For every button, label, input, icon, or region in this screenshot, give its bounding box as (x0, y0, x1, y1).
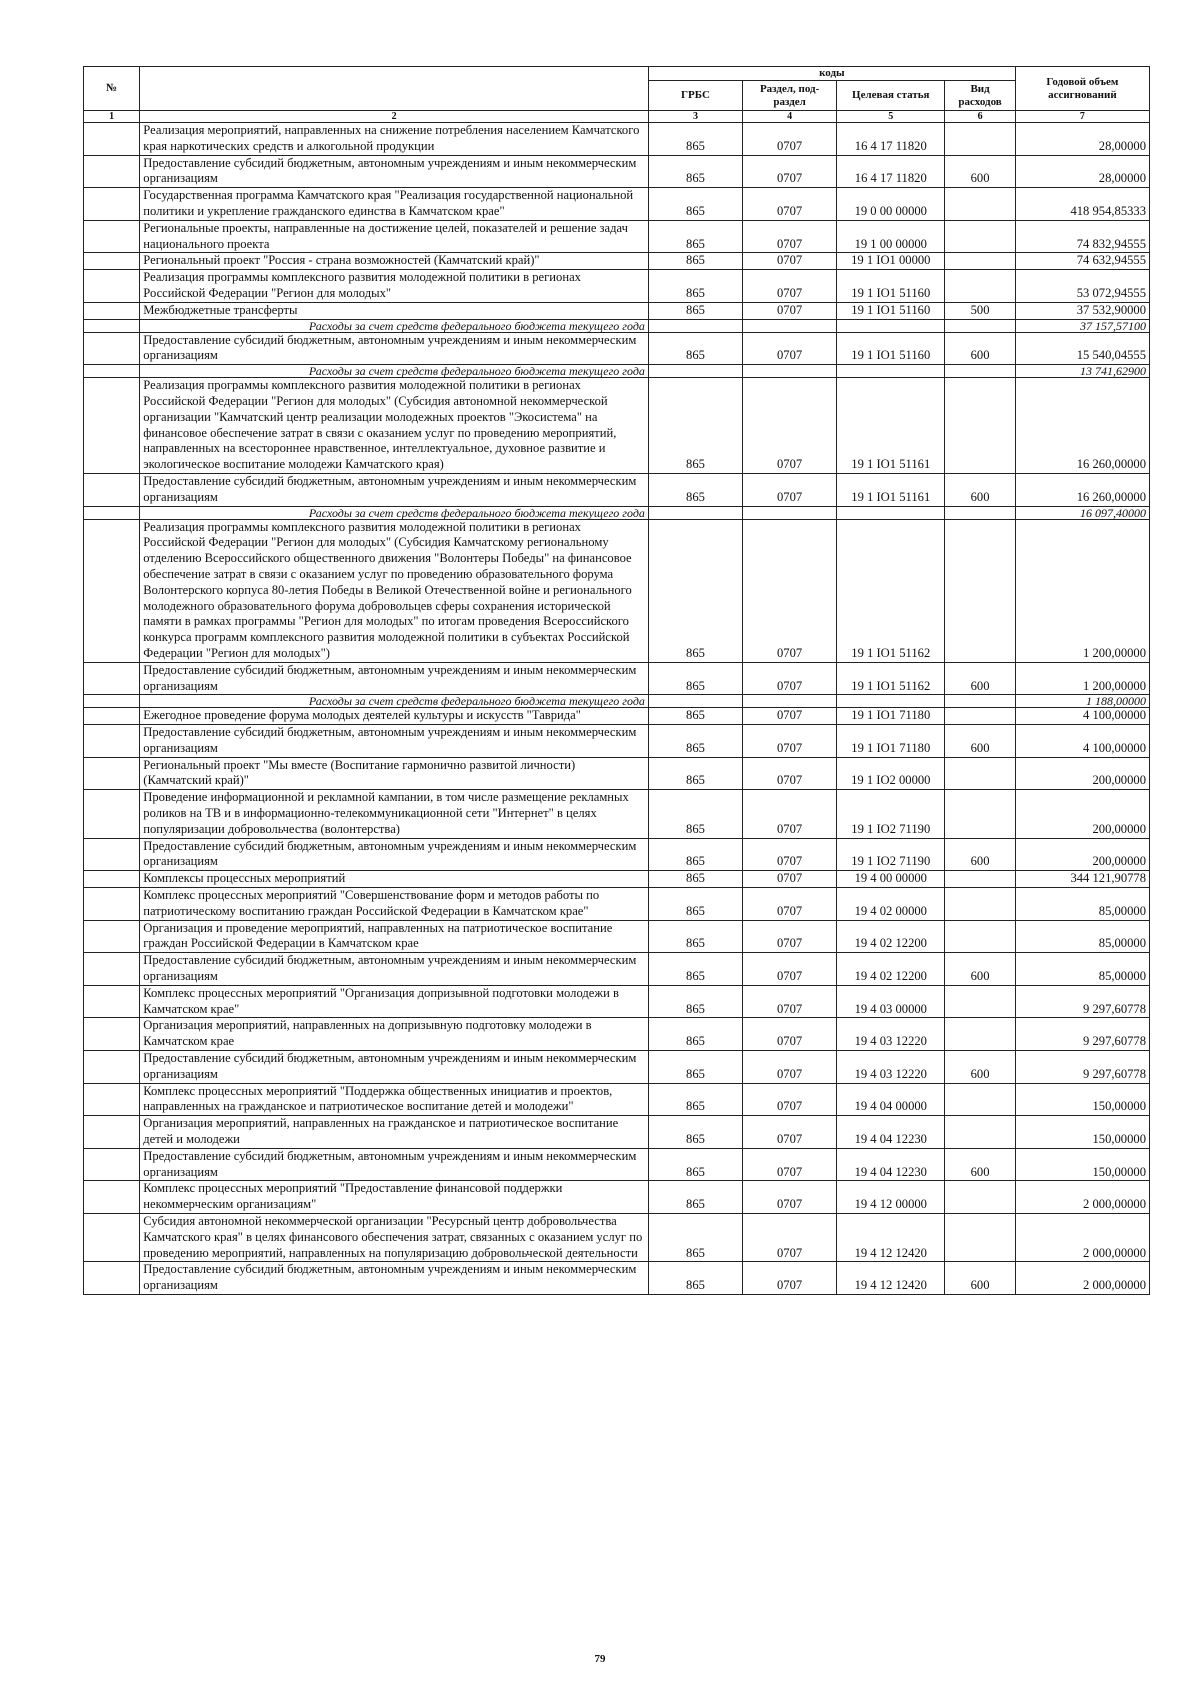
row-num-cell (84, 953, 140, 986)
kind-cell: 600 (945, 1051, 1015, 1084)
column-number: 6 (945, 111, 1015, 123)
table-row (84, 1018, 1150, 1051)
budget-table-sheet (83, 66, 1150, 1295)
federal-funds-subrow (84, 506, 1150, 519)
amount-cell: 16 260,00000 (1015, 378, 1149, 474)
kind-cell (945, 1116, 1015, 1149)
kind-cell (945, 920, 1015, 953)
header-amount: Годовой объем ассигнований (1015, 67, 1149, 111)
target-cell: 19 4 00 00000 (837, 871, 945, 888)
amount-cell: 150,00000 (1015, 1148, 1149, 1181)
kind-cell (945, 506, 1015, 519)
row-name-cell: Региональные проекты, направленные на достижение целей, показателей и решение задач национального проекта (140, 220, 649, 253)
header-codes: коды (648, 67, 1015, 81)
table-row (84, 302, 1150, 319)
row-num-cell (84, 757, 140, 790)
row-num-cell (84, 662, 140, 695)
page-number: 79 (594, 1653, 606, 1665)
row-name-cell: Комплекс процессных мероприятий "Предоставление финансовой поддержки некоммерческим организациям" (140, 1181, 649, 1214)
grbs-cell: 865 (648, 838, 742, 871)
target-cell: 19 1 IO1 71180 (837, 725, 945, 758)
row-num-cell (84, 506, 140, 519)
grbs-cell: 865 (648, 888, 742, 921)
table-row (84, 790, 1150, 838)
kind-cell (945, 1181, 1015, 1214)
target-cell: 19 1 IO1 00000 (837, 253, 945, 270)
row-num-cell (84, 695, 140, 708)
section-cell: 0707 (743, 757, 837, 790)
table-row (84, 888, 1150, 921)
target-cell: 19 4 12 12420 (837, 1214, 945, 1262)
amount-cell: 85,00000 (1015, 953, 1149, 986)
section-cell: 0707 (743, 1083, 837, 1116)
row-name-cell: Предоставление субсидий бюджетным, автономным учреждениям и иным некоммерческим организациям (140, 332, 649, 365)
amount-cell: 28,00000 (1015, 123, 1149, 156)
row-num-cell (84, 1148, 140, 1181)
target-cell: 19 4 02 12200 (837, 953, 945, 986)
row-name-cell: Реализация программы комплексного развития молодежной политики в регионах Российской Федерации "Регион для молодых" (Субсидия Камчатскому региональному отделению Всероссийского общественного движения "Волонтеры Победы" на финансовое обеспечение затрат в связи с оказанием услуг по проведению образовательного форума Волонтерского корпуса 80-летия Победы в Великой Отечественной войне и регионального молодежного образовательного форума добровольцев сферы сохранения исторической памяти в рамках программы "Регион для молодых" по итогам проведения Всероссийского конкурса программ комплексного развития молодежной политики в субъектах Российской Федерации "Регион для молодых") (140, 519, 649, 662)
amount-cell: 418 954,85333 (1015, 188, 1149, 221)
table-row (84, 838, 1150, 871)
row-num-cell (84, 302, 140, 319)
row-num-cell (84, 1116, 140, 1149)
section-cell: 0707 (743, 302, 837, 319)
table-row (84, 708, 1150, 725)
section-cell: 0707 (743, 519, 837, 662)
table-row (84, 123, 1150, 156)
row-num-cell (84, 378, 140, 474)
amount-cell: 9 297,60778 (1015, 1051, 1149, 1084)
section-cell: 0707 (743, 155, 837, 188)
target-cell: 19 1 00 00000 (837, 220, 945, 253)
section-cell (743, 319, 837, 332)
row-name-cell: Организация мероприятий, направленных на гражданское и патриотическое воспитание детей и молодежи (140, 1116, 649, 1149)
grbs-cell: 865 (648, 155, 742, 188)
table-row (84, 519, 1150, 662)
target-cell (837, 695, 945, 708)
kind-cell (945, 188, 1015, 221)
table-row (84, 871, 1150, 888)
row-num-cell (84, 1018, 140, 1051)
federal-funds-subrow (84, 319, 1150, 332)
grbs-cell: 865 (648, 708, 742, 725)
amount-cell: 13 741,62900 (1015, 365, 1149, 378)
kind-cell (945, 1083, 1015, 1116)
target-cell: 19 4 12 00000 (837, 1181, 945, 1214)
row-name-cell: Предоставление субсидий бюджетным, автономным учреждениям и иным некоммерческим организациям (140, 953, 649, 986)
table-row (84, 1051, 1150, 1084)
kind-cell (945, 253, 1015, 270)
amount-cell: 2 000,00000 (1015, 1181, 1149, 1214)
section-cell: 0707 (743, 332, 837, 365)
section-cell: 0707 (743, 838, 837, 871)
row-name-cell: Предоставление субсидий бюджетным, автономным учреждениям и иным некоммерческим организациям (140, 1262, 649, 1295)
grbs-cell: 865 (648, 1148, 742, 1181)
row-num-cell (84, 790, 140, 838)
grbs-cell: 865 (648, 953, 742, 986)
section-cell: 0707 (743, 1051, 837, 1084)
budget-table (83, 66, 1150, 1295)
row-num-cell (84, 220, 140, 253)
kind-cell: 600 (945, 1148, 1015, 1181)
kind-cell (945, 1018, 1015, 1051)
kind-cell: 600 (945, 725, 1015, 758)
kind-cell: 600 (945, 332, 1015, 365)
section-cell: 0707 (743, 123, 837, 156)
target-cell: 19 4 03 12220 (837, 1018, 945, 1051)
header-kind: Вид расходов (945, 81, 1015, 111)
grbs-cell (648, 365, 742, 378)
row-num-cell (84, 473, 140, 506)
section-cell: 0707 (743, 1148, 837, 1181)
row-num-cell (84, 1083, 140, 1116)
row-name-cell: Предоставление субсидий бюджетным, автономным учреждениям и иным некоммерческим организациям (140, 1051, 649, 1084)
target-cell: 19 1 IO1 51162 (837, 662, 945, 695)
grbs-cell (648, 506, 742, 519)
target-cell: 19 4 04 12230 (837, 1148, 945, 1181)
table-row (84, 757, 1150, 790)
amount-cell: 150,00000 (1015, 1083, 1149, 1116)
table-row (84, 1214, 1150, 1262)
row-name-cell: Предоставление субсидий бюджетным, автономным учреждениям и иным некоммерческим организациям (140, 473, 649, 506)
row-name-cell: Региональный проект "Мы вместе (Воспитание гармонично развитой личности) (Камчатский край)" (140, 757, 649, 790)
target-cell: 16 4 17 11820 (837, 123, 945, 156)
grbs-cell: 865 (648, 188, 742, 221)
target-cell: 19 1 IO1 51160 (837, 332, 945, 365)
table-row (84, 270, 1150, 303)
row-num-cell (84, 319, 140, 332)
kind-cell (945, 871, 1015, 888)
table-row (84, 662, 1150, 695)
section-cell: 0707 (743, 920, 837, 953)
row-name-cell: Комплекс процессных мероприятий "Организация допризывной подготовки молодежи в Камчатском крае" (140, 985, 649, 1018)
grbs-cell: 865 (648, 662, 742, 695)
row-name-cell: Реализация программы комплексного развития молодежной политики в регионах Российской Федерации "Регион для молодых" (Субсидия автономной некоммерческой организации "Камчатский центр реализации молодежных проектов "Экосистема" на финансовое обеспечение затрат в связи с оказанием услуг по проведению мероприятий, направленных на всестороннее нравственное, интеллектуальное, духовное развитие и экологическое воспитание молодежи Камчатского края) (140, 378, 649, 474)
row-name-cell: Комплексы процессных мероприятий (140, 871, 649, 888)
grbs-cell: 865 (648, 473, 742, 506)
row-name-cell: Предоставление субсидий бюджетным, автономным учреждениям и иным некоммерческим организациям (140, 838, 649, 871)
target-cell: 19 4 03 12220 (837, 1051, 945, 1084)
section-cell: 0707 (743, 871, 837, 888)
kind-cell (945, 519, 1015, 662)
row-name-cell: Организация мероприятий, направленных на допризывную подготовку молодежи в Камчатском крае (140, 1018, 649, 1051)
section-cell: 0707 (743, 220, 837, 253)
grbs-cell: 865 (648, 220, 742, 253)
row-name-cell: Реализация мероприятий, направленных на снижение потребления населением Камчатского края наркотических средств и алкогольной продукции (140, 123, 649, 156)
column-numbers-row (84, 111, 1150, 123)
row-num-cell (84, 725, 140, 758)
kind-cell (945, 123, 1015, 156)
kind-cell (945, 1214, 1015, 1262)
kind-cell (945, 708, 1015, 725)
section-cell: 0707 (743, 953, 837, 986)
table-header (84, 67, 1150, 123)
kind-cell (945, 220, 1015, 253)
row-num-cell (84, 519, 140, 662)
target-cell: 16 4 17 11820 (837, 155, 945, 188)
row-num-cell (84, 838, 140, 871)
target-cell: 19 4 04 00000 (837, 1083, 945, 1116)
row-name-cell: Расходы за счет средств федерального бюджета текущего года (140, 365, 649, 378)
grbs-cell: 865 (648, 790, 742, 838)
amount-cell: 2 000,00000 (1015, 1262, 1149, 1295)
row-name-cell: Предоставление субсидий бюджетным, автономным учреждениям и иным некоммерческим организациям (140, 662, 649, 695)
kind-cell: 500 (945, 302, 1015, 319)
table-row (84, 473, 1150, 506)
section-cell: 0707 (743, 985, 837, 1018)
section-cell: 0707 (743, 1018, 837, 1051)
table-body (84, 123, 1150, 1295)
amount-cell: 16 097,40000 (1015, 506, 1149, 519)
row-name-cell: Субсидия автономной некоммерческой организации "Ресурсный центр добровольчества Камчатского края" в целях финансового обеспечения затрат, связанных с оказанием услуг по проведению мероприятий, направленных на популяризацию добровольческой деятельности (140, 1214, 649, 1262)
amount-cell: 9 297,60778 (1015, 985, 1149, 1018)
kind-cell: 600 (945, 662, 1015, 695)
section-cell (743, 695, 837, 708)
row-name-cell: Ежегодное проведение форума молодых деятелей культуры и искусств "Таврида" (140, 708, 649, 725)
amount-cell: 74 632,94555 (1015, 253, 1149, 270)
table-row (84, 1148, 1150, 1181)
kind-cell (945, 790, 1015, 838)
amount-cell: 200,00000 (1015, 838, 1149, 871)
grbs-cell: 865 (648, 270, 742, 303)
amount-cell: 4 100,00000 (1015, 708, 1149, 725)
column-number: 1 (84, 111, 140, 123)
table-row (84, 1116, 1150, 1149)
table-row (84, 1181, 1150, 1214)
grbs-cell: 865 (648, 302, 742, 319)
section-cell: 0707 (743, 888, 837, 921)
target-cell: 19 1 IO1 51161 (837, 378, 945, 474)
kind-cell: 600 (945, 1262, 1015, 1295)
row-num-cell (84, 123, 140, 156)
federal-funds-subrow (84, 365, 1150, 378)
grbs-cell: 865 (648, 332, 742, 365)
header-grbs: ГРБС (648, 81, 742, 111)
section-cell: 0707 (743, 725, 837, 758)
kind-cell (945, 319, 1015, 332)
row-name-cell: Реализация программы комплексного развития молодежной политики в регионах Российской Федерации "Регион для молодых" (140, 270, 649, 303)
table-row (84, 1083, 1150, 1116)
amount-cell: 1 188,00000 (1015, 695, 1149, 708)
table-row (84, 332, 1150, 365)
target-cell: 19 1 IO2 71190 (837, 838, 945, 871)
amount-cell: 2 000,00000 (1015, 1214, 1149, 1262)
amount-cell: 37 157,57100 (1015, 319, 1149, 332)
table-row (84, 155, 1150, 188)
target-cell (837, 319, 945, 332)
section-cell: 0707 (743, 1181, 837, 1214)
column-number: 3 (648, 111, 742, 123)
row-num-cell (84, 1181, 140, 1214)
amount-cell: 200,00000 (1015, 790, 1149, 838)
section-cell (743, 506, 837, 519)
row-name-cell: Предоставление субсидий бюджетным, автономным учреждениям и иным некоммерческим организациям (140, 725, 649, 758)
row-num-cell (84, 985, 140, 1018)
section-cell: 0707 (743, 1262, 837, 1295)
section-cell: 0707 (743, 662, 837, 695)
section-cell: 0707 (743, 708, 837, 725)
row-num-cell (84, 708, 140, 725)
table-row (84, 253, 1150, 270)
column-number: 7 (1015, 111, 1149, 123)
row-num-cell (84, 188, 140, 221)
row-num-cell (84, 888, 140, 921)
header-section: Раздел, под-раздел (743, 81, 837, 111)
row-num-cell (84, 1262, 140, 1295)
federal-funds-subrow (84, 695, 1150, 708)
table-row (84, 985, 1150, 1018)
kind-cell (945, 378, 1015, 474)
row-name-cell: Межбюджетные трансферты (140, 302, 649, 319)
grbs-cell (648, 695, 742, 708)
target-cell: 19 1 IO2 00000 (837, 757, 945, 790)
row-name-cell: Предоставление субсидий бюджетным, автономным учреждениям и иным некоммерческим организациям (140, 1148, 649, 1181)
kind-cell: 600 (945, 953, 1015, 986)
kind-cell (945, 270, 1015, 303)
target-cell: 19 4 04 12230 (837, 1116, 945, 1149)
kind-cell (945, 757, 1015, 790)
row-num-cell (84, 332, 140, 365)
amount-cell: 37 532,90000 (1015, 302, 1149, 319)
grbs-cell: 865 (648, 1116, 742, 1149)
header-name (140, 67, 649, 111)
grbs-cell: 865 (648, 1262, 742, 1295)
column-number: 5 (837, 111, 945, 123)
target-cell: 19 4 03 00000 (837, 985, 945, 1018)
amount-cell: 28,00000 (1015, 155, 1149, 188)
grbs-cell: 865 (648, 123, 742, 156)
row-name-cell: Региональный проект "Россия - страна возможностей (Камчатский край)" (140, 253, 649, 270)
row-name-cell: Расходы за счет средств федерального бюджета текущего года (140, 506, 649, 519)
kind-cell: 600 (945, 838, 1015, 871)
row-name-cell: Государственная программа Камчатского края "Реализация государственной национальной политики и укрепление гражданского единства в Камчатском крае" (140, 188, 649, 221)
amount-cell: 1 200,00000 (1015, 662, 1149, 695)
amount-cell: 16 260,00000 (1015, 473, 1149, 506)
target-cell (837, 506, 945, 519)
grbs-cell: 865 (648, 1083, 742, 1116)
amount-cell: 4 100,00000 (1015, 725, 1149, 758)
column-number: 2 (140, 111, 649, 123)
row-name-cell: Комплекс процессных мероприятий "Поддержка общественных инициатив и проектов, направленных на гражданское и патриотическое воспитание детей и молодежи" (140, 1083, 649, 1116)
header-num: № (84, 67, 140, 111)
row-num-cell (84, 1051, 140, 1084)
kind-cell (945, 365, 1015, 378)
table-row (84, 725, 1150, 758)
amount-cell: 15 540,04555 (1015, 332, 1149, 365)
grbs-cell (648, 319, 742, 332)
amount-cell: 85,00000 (1015, 920, 1149, 953)
kind-cell (945, 695, 1015, 708)
row-num-cell (84, 253, 140, 270)
target-cell: 19 1 IO1 51160 (837, 270, 945, 303)
table-row (84, 1262, 1150, 1295)
target-cell: 19 1 IO1 71180 (837, 708, 945, 725)
grbs-cell: 865 (648, 1181, 742, 1214)
kind-cell: 600 (945, 473, 1015, 506)
row-num-cell (84, 270, 140, 303)
table-row (84, 188, 1150, 221)
section-cell: 0707 (743, 378, 837, 474)
amount-cell: 74 832,94555 (1015, 220, 1149, 253)
grbs-cell: 865 (648, 519, 742, 662)
kind-cell: 600 (945, 155, 1015, 188)
target-cell: 19 4 02 00000 (837, 888, 945, 921)
column-number: 4 (743, 111, 837, 123)
grbs-cell: 865 (648, 1051, 742, 1084)
grbs-cell: 865 (648, 920, 742, 953)
table-row (84, 920, 1150, 953)
grbs-cell: 865 (648, 985, 742, 1018)
row-num-cell (84, 871, 140, 888)
row-num-cell (84, 1214, 140, 1262)
kind-cell (945, 985, 1015, 1018)
row-name-cell: Расходы за счет средств федерального бюджета текущего года (140, 695, 649, 708)
grbs-cell: 865 (648, 1214, 742, 1262)
amount-cell: 344 121,90778 (1015, 871, 1149, 888)
section-cell: 0707 (743, 270, 837, 303)
table-row (84, 220, 1150, 253)
header-target: Целевая статья (837, 81, 945, 111)
grbs-cell: 865 (648, 871, 742, 888)
target-cell: 19 4 12 12420 (837, 1262, 945, 1295)
kind-cell (945, 888, 1015, 921)
target-cell: 19 0 00 00000 (837, 188, 945, 221)
row-num-cell (84, 155, 140, 188)
section-cell: 0707 (743, 1116, 837, 1149)
row-name-cell: Предоставление субсидий бюджетным, автономным учреждениям и иным некоммерческим организациям (140, 155, 649, 188)
section-cell: 0707 (743, 790, 837, 838)
target-cell: 19 1 IO1 51160 (837, 302, 945, 319)
row-num-cell (84, 365, 140, 378)
target-cell: 19 1 IO2 71190 (837, 790, 945, 838)
amount-cell: 1 200,00000 (1015, 519, 1149, 662)
amount-cell: 150,00000 (1015, 1116, 1149, 1149)
section-cell (743, 365, 837, 378)
grbs-cell: 865 (648, 757, 742, 790)
row-name-cell: Проведение информационной и рекламной кампании, в том числе размещение рекламных роликов на ТВ и в информационно-телекоммуникационной сети "Интернет" в целях популяризации добровольчества (волонтерства) (140, 790, 649, 838)
section-cell: 0707 (743, 1214, 837, 1262)
amount-cell: 85,00000 (1015, 888, 1149, 921)
table-row (84, 953, 1150, 986)
target-cell: 19 1 IO1 51162 (837, 519, 945, 662)
amount-cell: 200,00000 (1015, 757, 1149, 790)
section-cell: 0707 (743, 473, 837, 506)
grbs-cell: 865 (648, 1018, 742, 1051)
grbs-cell: 865 (648, 378, 742, 474)
section-cell: 0707 (743, 253, 837, 270)
target-cell (837, 365, 945, 378)
grbs-cell: 865 (648, 725, 742, 758)
section-cell: 0707 (743, 188, 837, 221)
amount-cell: 53 072,94555 (1015, 270, 1149, 303)
row-num-cell (84, 920, 140, 953)
target-cell: 19 1 IO1 51161 (837, 473, 945, 506)
row-name-cell: Расходы за счет средств федерального бюджета текущего года (140, 319, 649, 332)
row-name-cell: Комплекс процессных мероприятий "Совершенствование форм и методов работы по патриотическому воспитанию граждан Российской Федерации в Камчатском крае" (140, 888, 649, 921)
row-name-cell: Организация и проведение мероприятий, направленных на патриотическое воспитание граждан Российской Федерации в Камчатском крае (140, 920, 649, 953)
table-row (84, 378, 1150, 474)
target-cell: 19 4 02 12200 (837, 920, 945, 953)
grbs-cell: 865 (648, 253, 742, 270)
amount-cell: 9 297,60778 (1015, 1018, 1149, 1051)
